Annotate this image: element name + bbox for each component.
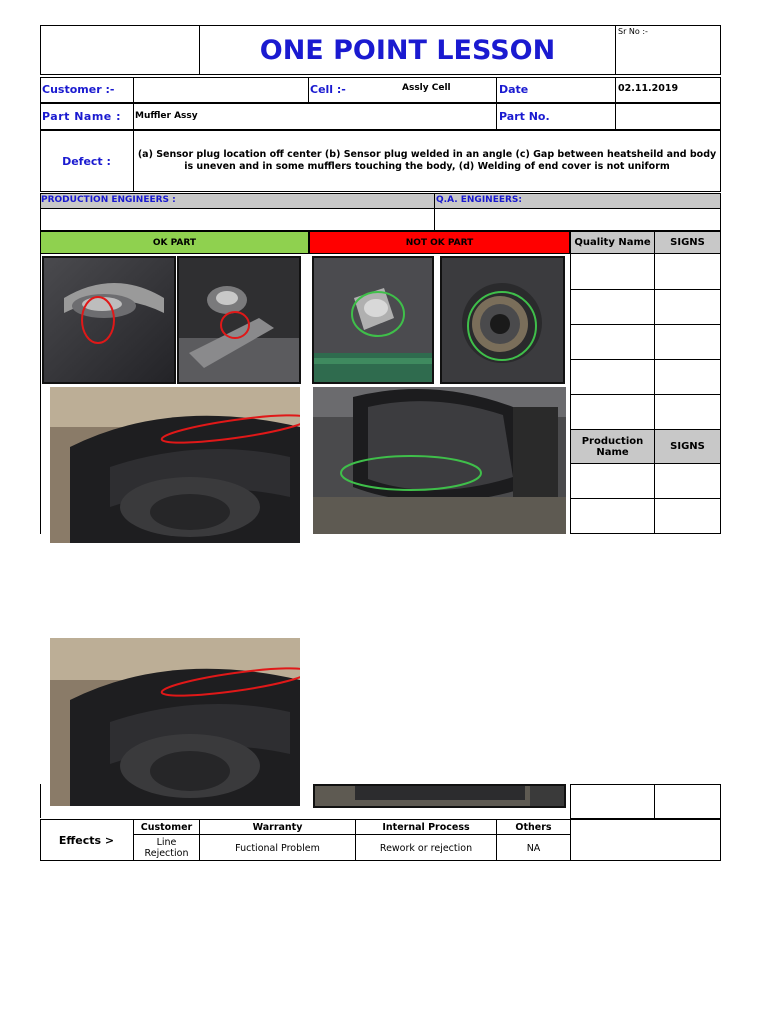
sensor-plug-image [44,258,176,384]
heatshield-image [50,638,300,806]
effects-header-others: Others [515,821,552,833]
effects-header-customer: Customer [140,821,193,833]
sensor-angle-image [314,258,434,384]
ok-part-photo-sensor-plug [42,256,176,384]
row-divider [133,130,134,192]
quality-name-header [570,231,655,254]
signs-label: SIGNS [670,237,705,248]
production-name-label: Production Name [581,435,644,458]
signs-col-divider [654,464,655,534]
row-divider [496,77,497,103]
not-ok-part-photo-end-cover [440,256,565,384]
signs-col-divider [654,254,655,429]
sr-no-label: Sr No :- [618,27,648,36]
quality-name-label: Quality Name [574,237,651,248]
signs-header-1 [654,231,721,254]
not-ok-part-photo-heatshield-gap [313,387,566,534]
heatshield-image [50,387,300,543]
engineers-entry-row [40,209,721,231]
customer-label: Customer :- [42,83,115,96]
row-divider [308,77,309,103]
effects-label: Effects > [58,833,115,847]
signs-col-divider [654,784,655,819]
signs-row-line [570,498,721,499]
row-divider [133,77,134,103]
date-label: Date [499,83,529,96]
date-value: 02.11.2019 [618,83,679,94]
side-view-image [179,258,301,384]
signs-row-line [570,394,721,395]
signs-label: SIGNS [670,441,705,452]
end-cover-image [442,258,565,384]
effects-value-warranty: Fuctional Problem [235,842,320,854]
effects-header-internal-process: Internal Process [382,821,470,833]
not-ok-part-label: NOT OK PART [405,237,474,248]
part-no-label: Part No. [499,110,550,123]
photo-area-edge [40,254,41,534]
cell-label: Cell :- [310,83,346,96]
row-divider [496,103,497,130]
ok-part-photo-heatshield-repeat [50,638,300,806]
effects-value-customer: Line Rejection [144,837,189,859]
cell-value: Assly Cell [402,83,451,93]
defect-text: (a) Sensor plug location off center (b) Sensor plug welded in an angle (c) Gap between heatsheild and body is uneven and in some mufflers touching the body, (d) Welding of end cover is not uniform [137,149,717,172]
production-engineers-label: PRODUCTION ENGINEERS : [41,195,176,205]
effects-value-others: NA [526,842,541,854]
heatshield-gap-image [315,786,566,808]
signs-header-2 [654,429,721,464]
qa-engineers-label: Q.A. ENGINEERS: [436,195,523,205]
heatshield-gap-image [313,387,566,534]
lower-table-edge [40,784,41,818]
ok-part-photo-side [177,256,301,384]
production-name-header [570,429,655,464]
defect-label: Defect : [62,154,111,168]
signs-row-line [570,324,721,325]
part-name-value: Muffler Assy [135,111,198,121]
row-divider [615,103,616,130]
page-title: ONE POINT LESSON [259,34,556,66]
lower-signs-frame [570,784,721,819]
header-divider-right [615,25,616,75]
not-ok-part-photo-heatshield-gap-strip [313,784,566,808]
signs-table-frame [570,231,721,534]
row-divider [615,77,616,103]
row-divider [133,103,134,130]
ok-part-photo-heatshield [50,387,300,543]
signs-row-line [570,289,721,290]
effects-col-divider [570,819,571,861]
effects-header-warranty: Warranty [252,821,303,833]
signs-row-line [570,359,721,360]
ok-part-label: OK PART [152,237,197,248]
part-name-label: Part Name : [42,110,121,123]
not-ok-part-photo-sensor-angle [312,256,434,384]
effects-value-internal-process: Rework or rejection [379,842,473,854]
